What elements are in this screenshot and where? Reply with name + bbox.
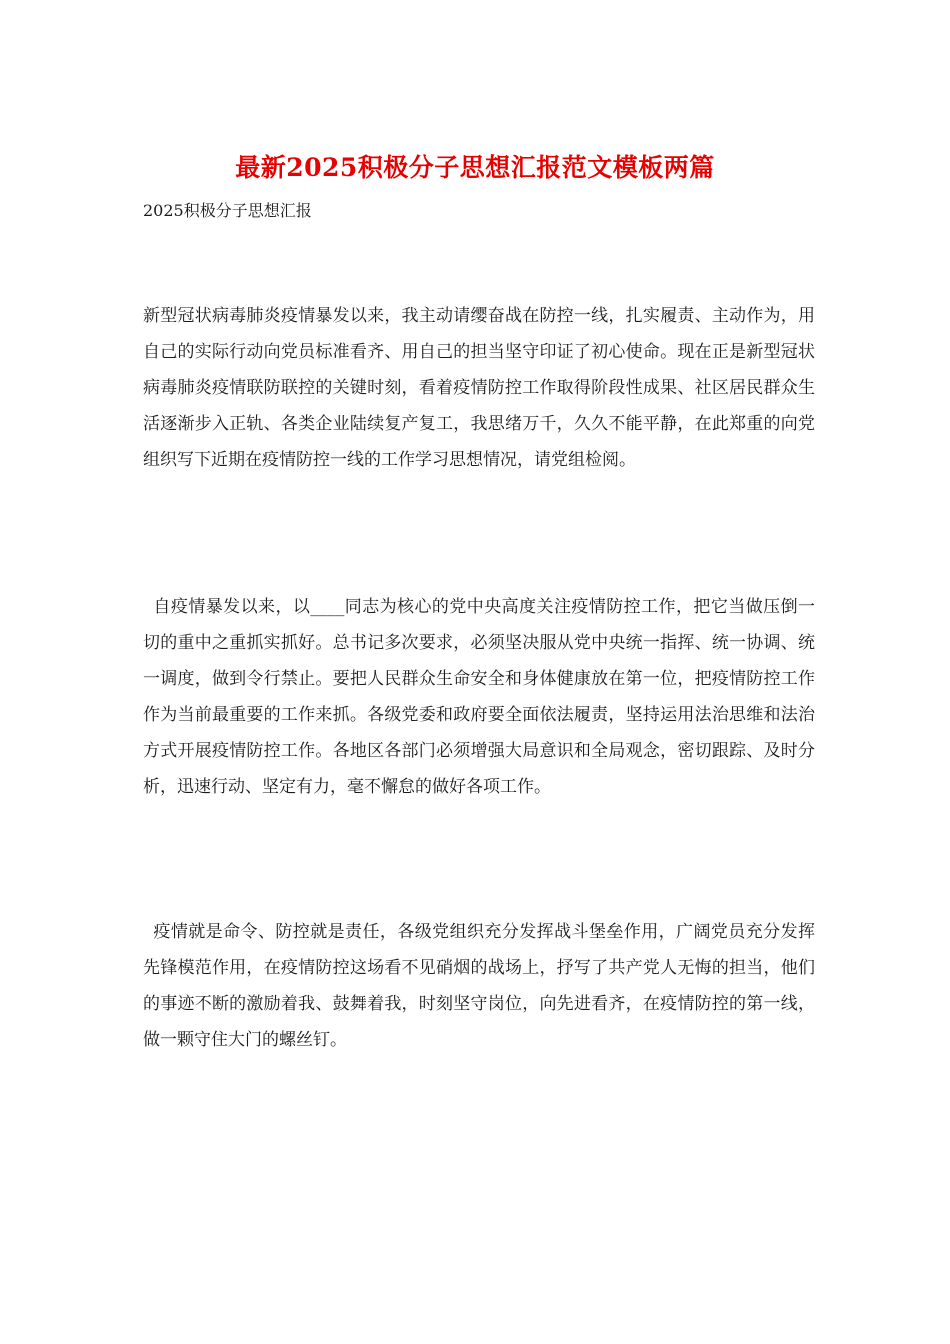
paragraph-2-text: 自疫情暴发以来，以____同志为核心的党中央高度关注疫情防控工作，把它当做压倒一切的重中之重抓实抓好。总书记多次要求，必须坚决服从党中央统一指挥、统一协调、统一调度，做到令行禁止。要把人民群众生命安全和身体健康放在第一位，把疫情防控工作作为当前最重要的工作来抓。各级党委和政府要全面依法履责，坚持运用法治思维和法治方式开展疫情防控工作。各地区各部门必须增强大局意识和全局观念，密切跟踪、及时分析，迅速行动、坚定有力，毫不懈怠的做好各项工作。 (143, 597, 815, 797)
paragraph-3-text: 疫情就是命令、防控就是责任，各级党组织充分发挥战斗堡垒作用，广阔党员充分发挥先锋模范作用，在疫情防控这场看不见硝烟的战场上，抒写了共产党人无悔的担当，他们的事迹不断的激励着我、鼓舞着我，时刻坚守岗位，向先进看齐，在疫情防控的第一线，做一颗守住大门的螺丝钉。 (143, 922, 815, 1050)
document-title: 最新2025积极分子思想汇报范文模板两篇 (235, 153, 715, 182)
paragraph-2 (143, 589, 815, 805)
paragraph-1 (143, 298, 815, 478)
paragraph-1-text: 新型冠状病毒肺炎疫情暴发以来，我主动请缨奋战在防控一线，扎实履责、主动作为，用自己的实际行动向党员标准看齐、用自己的担当坚守印证了初心使命。现在正是新型冠状病毒肺炎疫情联防联控的关键时刻，看着疫情防控工作取得阶段性成果、社区居民群众生活逐渐步入正轨、各类企业陆续复产复工，我思绪万千，久久不能平静，在此郑重的向党组织写下近期在疫情防控一线的工作学习思想情况，请党组检阅。 (143, 306, 815, 470)
document-subtitle: 2025积极分子思想汇报 (143, 201, 312, 220)
paragraph-3 (143, 914, 815, 1058)
